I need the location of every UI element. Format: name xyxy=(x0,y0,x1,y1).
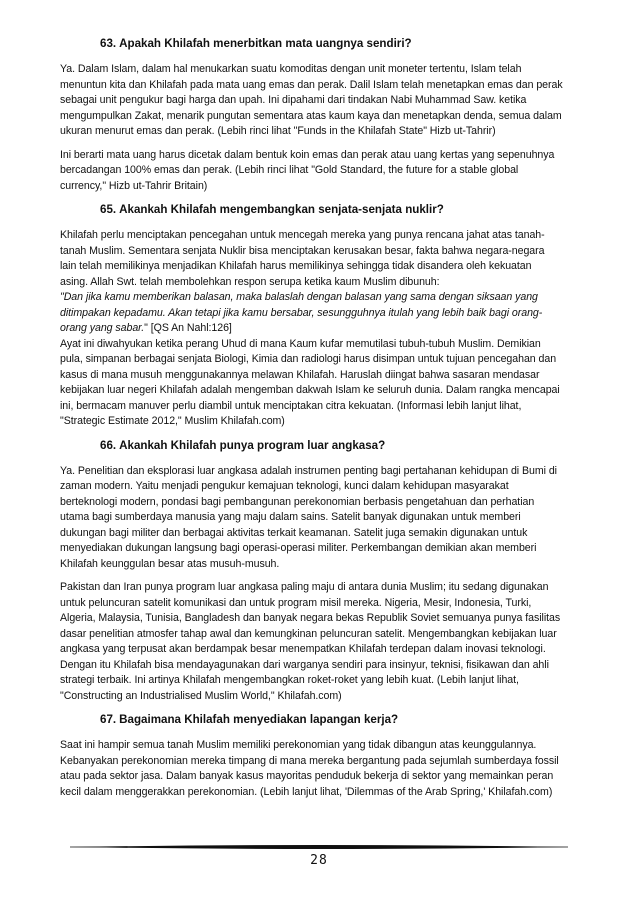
line-text: angkasa yang terpusat akan berdampak besar menempatkan Khilafah terdepan dalam inovasi teknologi. xyxy=(60,643,546,655)
text-line xyxy=(60,541,582,557)
line-text: bercadangan 100% emas dan perak. (Lebih rinci lihat "Gold Standard, the future for a stable global xyxy=(60,164,519,176)
text-line xyxy=(60,738,582,754)
text-line xyxy=(60,611,582,627)
question-heading xyxy=(60,202,582,218)
text-line xyxy=(60,368,582,384)
text-line xyxy=(60,78,582,94)
text-line xyxy=(60,244,582,260)
line-text: berteknologi modern, pondasi bagi pembangunan perekonomian berbasis pengetahuan dan perhatian xyxy=(60,495,535,508)
line-text: Ayat ini diwahyukan ketika perang Uhud di mana Kaum kufar memutilasi tubuh-tubuh Muslim. Demikian xyxy=(60,337,541,350)
faq-section xyxy=(60,36,582,194)
text-line xyxy=(60,414,582,430)
line-text: Ya. Dalam Islam, dalam hal menukarkan suatu komoditas dengan unit moneter tertentu, Islam telah xyxy=(60,63,522,75)
text-line xyxy=(60,337,582,353)
text-line xyxy=(60,321,582,337)
line-text: menuntun kita dan Khilafah pada mata uang emas dan perak. Dalil Islam telah menetapkan emas dan perak xyxy=(60,78,563,91)
line-text: currency," Hizb ut-Tahrir Britain) xyxy=(60,179,208,192)
text-line xyxy=(60,464,582,480)
text-line xyxy=(60,228,582,244)
line-text: Pakistan dan Iran punya program luar angkasa paling maju di antara dunia Muslim; itu sedang digunakan xyxy=(60,581,549,593)
line-text: Ini berarti mata uang harus dicetak dalam bentuk koin emas dan perak atau uang kertas yang sepenuhnya xyxy=(60,148,555,161)
answer-paragraph xyxy=(60,148,582,195)
question-text: Akankah Khilafah punya program luar angkasa? xyxy=(119,438,386,452)
text-line xyxy=(60,673,582,689)
question-text: Apakah Khilafah menerbitkan mata uangnya sendiri? xyxy=(119,37,412,50)
text-line xyxy=(60,596,582,612)
line-text: kecil dalam menggerakkan perekonomian. (Lebih lanjut lihat, 'Dilemmas of the Arab Spring,' Khilafah.com) xyxy=(60,785,553,798)
text-line xyxy=(60,163,582,179)
faq-section xyxy=(60,712,582,800)
quoted-verse-text: "Dan jika kamu memberikan balasan, maka balaslah dengan balasan yang sama dengan siksaan yang xyxy=(60,291,538,303)
answer-paragraph xyxy=(60,62,582,140)
line-text: menyediakan dukungan langsung bagi operasi-operasi militer. Perkembangan demikian akan memberi xyxy=(60,542,537,554)
line-text: tanah Muslim. Sementara senjata Nuklir bisa menciptakan kerusakan besar, fakta bahwa negara-negara xyxy=(60,244,545,257)
text-line xyxy=(60,689,582,705)
page-footer xyxy=(0,840,638,880)
line-text: zaman modern. Yaitu menjadi pengukur kemajuan teknologi, kunci dalam kehidupan masyarakat xyxy=(60,480,509,492)
line-text: Ya. Penelitian dan eksplorasi luar angkasa adalah instrumen penting bagi pertahanan kehidupan di Bumi di xyxy=(60,464,557,477)
text-line xyxy=(60,148,582,164)
line-text: lain telah memilikinya menjadikan Khilafah harus memilikinya sehingga tidak disandera oleh kekuatan xyxy=(60,260,532,272)
text-line xyxy=(60,306,582,322)
text-line xyxy=(60,383,582,399)
question-text: Bagaimana Khilafah menyediakan lapangan kerja? xyxy=(119,713,399,726)
text-line xyxy=(60,352,582,368)
line-text: Saat ini hampir semua tanah Muslim memiliki perekonomian yang tidak dibangun atas keunggulannya. xyxy=(60,739,537,751)
line-text: ini, bermacam manuver perlu diambil untuk menciptakan citra kekuatan. (Informasi lebih lanjut lihat, xyxy=(60,399,522,412)
text-line xyxy=(60,557,582,573)
line-text: mengumpulkan Zakat, menarik pungutan sementara atas kaum kaya dan menetapkan denda, semua dalam xyxy=(60,109,562,122)
line-text: atau pada sektor jasa. Dalam banyak kasus mayoritas penduduk bekerja di sektor yang memainkan peran xyxy=(60,770,554,782)
question-heading xyxy=(60,36,582,52)
line-text: sebagai unit pengukur bagi harga dan upah. Ini dipahami dari tindakan Nabi Muhammad Saw. ketika xyxy=(60,94,527,106)
answer-paragraph xyxy=(60,464,582,573)
text-line xyxy=(60,642,582,658)
line-text: pula, simpanan berbagai senjata Biologi, Kimia dan radiologi harus disimpan untuk tujuan pencegahan dan xyxy=(60,353,557,365)
line-text: kasus di mana musuh menggunakannya melawan Khilafah. Haruslah diingat bahwa sasaran mendasar xyxy=(60,368,540,381)
text-line xyxy=(60,627,582,643)
quoted-verse-text: orang yang sabar. xyxy=(60,322,145,334)
text-line xyxy=(60,495,582,511)
text-line xyxy=(60,275,582,291)
text-line xyxy=(60,785,582,801)
text-line xyxy=(60,259,582,275)
text-line xyxy=(60,658,582,674)
text-line xyxy=(60,93,582,109)
faq-section xyxy=(60,202,582,430)
quoted-verse-text: ditimpakan kepadamu. Akan tetapi jika kamu bersabar, sesungguhnya itulah yang lebih baik bagi orang- xyxy=(60,306,543,319)
line-text: strategi terbaik. Ini artinya Khilafah mengembangkan roket-roket yang lebih kuat. (Lebih lanjut lihat, xyxy=(60,674,519,686)
question-number: 63. xyxy=(100,37,117,50)
question-number: 65. xyxy=(100,203,117,216)
page-content xyxy=(60,36,582,808)
text-line xyxy=(60,754,582,770)
page-number: 28 xyxy=(310,853,328,868)
line-text: Khilafah keunggulan besar atas musuh-musuh. xyxy=(60,557,280,570)
line-text: Kebanyakan perekonomian mereka timpang di mana mereka bergantung pada sejumlah sumberdaya fossil xyxy=(60,754,559,767)
line-text: "Strategic Estimate 2012," Muslim Khilafah.com) xyxy=(60,415,285,427)
question-heading xyxy=(60,438,582,454)
text-line xyxy=(60,510,582,526)
faq-section xyxy=(60,438,582,705)
question-number: 66. xyxy=(100,438,117,452)
answer-paragraph xyxy=(60,580,582,704)
line-text: ukuran menurut emas dan perak. (Lebih rinci lihat "Funds in the Khilafah State" Hizb ut-Tahrir) xyxy=(60,125,496,137)
line-text: untuk peluncuran satelit komunikasi dan untuk program misil mereka. Nigeria, Mesir, Indonesia, Turki, xyxy=(60,596,532,609)
line-text: Algeria, Malaysia, Tunisia, Bangladesh dan banyak negara bekas Republik Soviet semuanya punya fasilitas xyxy=(60,612,561,624)
question-number: 67. xyxy=(100,713,117,726)
line-text: asing. Allah Swt. telah membolehkan respon serupa ketika kaum Muslim dibunuh: xyxy=(60,275,440,288)
line-text: dukungan bagi militer dan berbagai aktivitas terkait keamanan. Satelit juga semakin digunakan untuk xyxy=(60,526,528,539)
line-text: dasar penelitian atmosfer tahap awal dan kemungkinan peluncuran satelit. Mengembangkan kebijakan luar xyxy=(60,627,557,640)
text-line xyxy=(60,479,582,495)
text-line xyxy=(60,179,582,195)
question-heading xyxy=(60,712,582,728)
text-line xyxy=(60,109,582,125)
text-line xyxy=(60,526,582,542)
text-line xyxy=(60,124,582,140)
line-text: Khilafah perlu menciptakan pencegahan untuk mencegah mereka yang punya rencana jahat atas tanah- xyxy=(60,229,545,241)
text-line xyxy=(60,580,582,596)
text-line xyxy=(60,769,582,785)
answer-paragraph xyxy=(60,738,582,800)
question-text: Akankah Khilafah mengembangkan senjata-senjata nuklir? xyxy=(119,203,444,216)
answer-paragraph xyxy=(60,228,582,430)
text-line xyxy=(60,290,582,306)
line-text: "Constructing an Industrialised Muslim World," Khilafah.com) xyxy=(60,689,342,702)
text-line xyxy=(60,399,582,415)
verse-citation: " [QS An Nahl:126] xyxy=(144,322,232,334)
line-text: kebijakan luar negeri Khilafah adalah mengemban dakwah Islam ke seluruh dunia. Dalam rangka mencapai xyxy=(60,384,560,396)
line-text: utama bagi sumberdaya manusia yang maju dalam sains. Satelit banyak digunakan untuk memberi xyxy=(60,511,521,523)
line-text: Dengan itu Khilafah bisa mendayagunakan dari warganya sendiri para insinyur, teknisi, fisikawan dan ahli xyxy=(60,658,549,671)
text-line xyxy=(60,62,582,78)
